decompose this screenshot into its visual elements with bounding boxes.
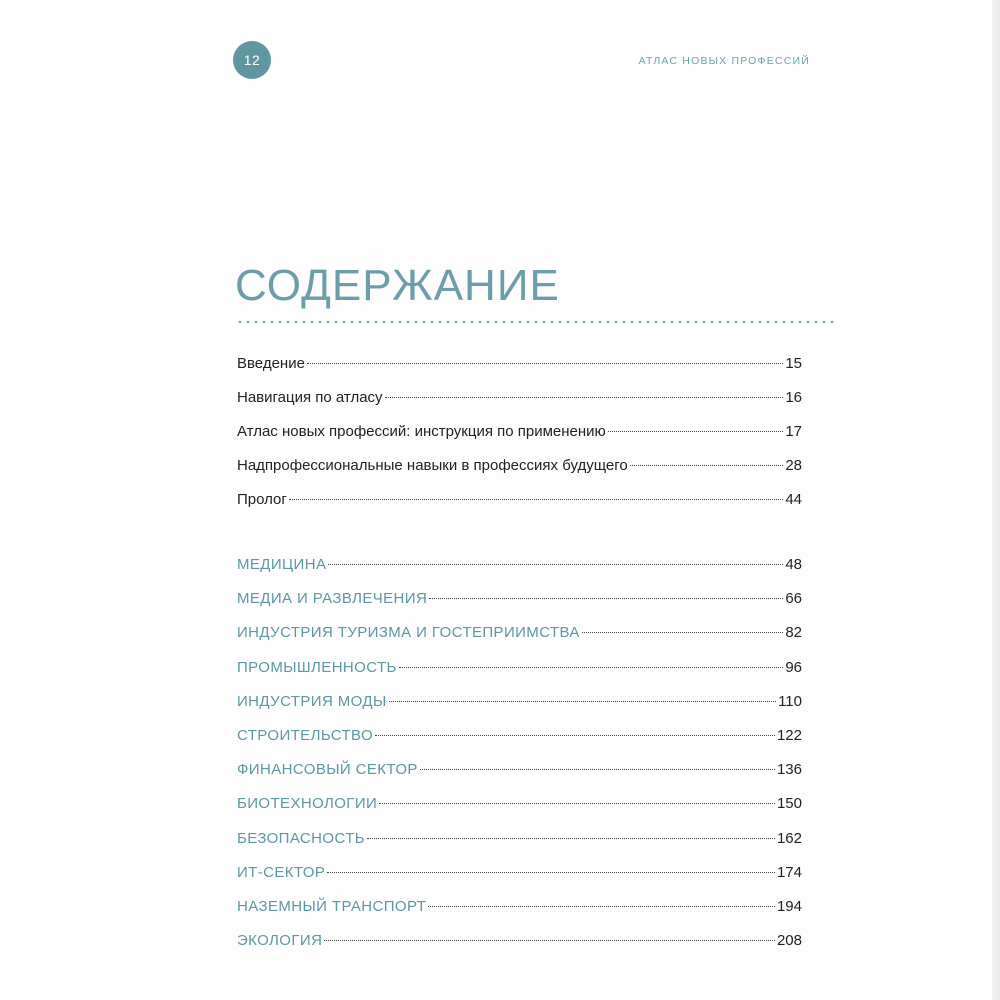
dot-leader [429,598,783,599]
toc-sections-list [237,552,802,962]
toc-section-page: 208 [776,932,802,950]
dot-leader [324,940,775,941]
dot-leader [630,465,784,466]
toc-section-security[interactable] [237,826,802,860]
toc-section-label: МЕДИА И РАЗВЛЕЧЕНИЯ [237,590,428,608]
toc-section-construction[interactable] [237,723,802,757]
toc-section-page: 122 [776,726,802,744]
toc-entry-navigation[interactable] [237,385,802,419]
toc-entry-soft-skills[interactable] [237,453,802,487]
toc-section-page: 194 [776,897,802,915]
dot-leader [328,564,783,565]
toc-section-page: 162 [776,829,802,847]
toc-section-label: ФИНАНСОВЫЙ СЕКТОР [237,761,418,779]
toc-section-label: ПРОМЫШЛЕННОСТЬ [237,658,397,676]
dot-leader [608,431,784,432]
title-dotted-rule [236,320,834,324]
dot-leader [289,499,783,500]
toc-section-label: ИНДУСТРИЯ ТУРИЗМА И ГОСТЕПРИИМСТВА [237,624,580,642]
toc-section-label: ЭКОЛОГИЯ [237,932,323,950]
toc-section-page: 96 [785,658,802,676]
toc-section-page: 150 [776,795,802,813]
toc-section-finance[interactable] [237,757,802,791]
page-edge-shadow [992,0,1000,1000]
toc-section-label: МЕДИЦИНА [237,556,327,573]
toc-general-list [237,351,802,521]
dot-leader [428,906,775,907]
toc-section-page: 110 [778,692,802,710]
toc-section-label: БИОТЕХНОЛОГИИ [237,795,378,813]
dot-leader [379,803,775,804]
toc-section-page: 174 [776,863,802,881]
toc-section-label: БЕЗОПАСНОСТЬ [237,829,366,847]
toc-entry-page: 17 [785,423,802,440]
toc-section-medicine[interactable] [237,552,802,586]
toc-section-media[interactable] [237,586,802,620]
dot-leader [420,769,775,770]
toc-section-label: НАЗЕМНЫЙ ТРАНСПОРТ [237,897,427,915]
toc-section-page: 66 [785,590,802,608]
toc-entry-label: Навигация по атласу [237,389,383,406]
toc-entry-page: 28 [785,457,802,474]
toc-section-label: СТРОИТЕЛЬСТВО [237,726,374,744]
toc-section-fashion[interactable] [237,689,802,723]
toc-entry-label: Пролог [237,491,287,508]
dot-leader [582,632,784,633]
toc-entry-page: 15 [785,355,802,372]
dot-leader [385,397,784,398]
toc-entry-introduction[interactable] [237,351,802,385]
toc-entry-label: Атлас новых профессий: инструкция по применению [237,423,606,440]
toc-section-transport[interactable] [237,894,802,928]
toc-section-industry[interactable] [237,655,802,689]
running-header-title: АТЛАС НОВЫХ ПРОФЕССИЙ [638,55,810,67]
toc-entry-page: 44 [785,491,802,508]
toc-section-label: ИТ-СЕКТОР [237,863,326,881]
dot-leader [307,363,783,364]
toc-entry-label: Надпрофессиональные навыки в профессиях будущего [237,457,628,474]
toc-section-ecology[interactable] [237,928,802,962]
toc-section-page: 48 [785,556,802,573]
toc-entry-page: 16 [785,389,802,406]
toc-section-page: 136 [776,761,802,779]
page-number-badge [233,41,271,79]
toc-section-biotech[interactable] [237,791,802,825]
toc-section-page: 82 [785,624,802,642]
dot-leader [375,735,775,736]
toc-entry-instructions[interactable] [237,419,802,453]
dot-leader [389,701,776,702]
toc-title: СОДЕРЖАНИЕ [235,261,560,310]
dot-leader [367,838,775,839]
dot-leader [327,872,775,873]
dot-leader [399,667,784,668]
toc-section-it[interactable] [237,860,802,894]
page-number: 12 [243,52,261,68]
toc-entry-label: Введение [237,355,305,372]
toc-entry-prologue[interactable] [237,487,802,521]
toc-section-tourism[interactable] [237,620,802,654]
toc-section-label: ИНДУСТРИЯ МОДЫ [237,692,387,710]
